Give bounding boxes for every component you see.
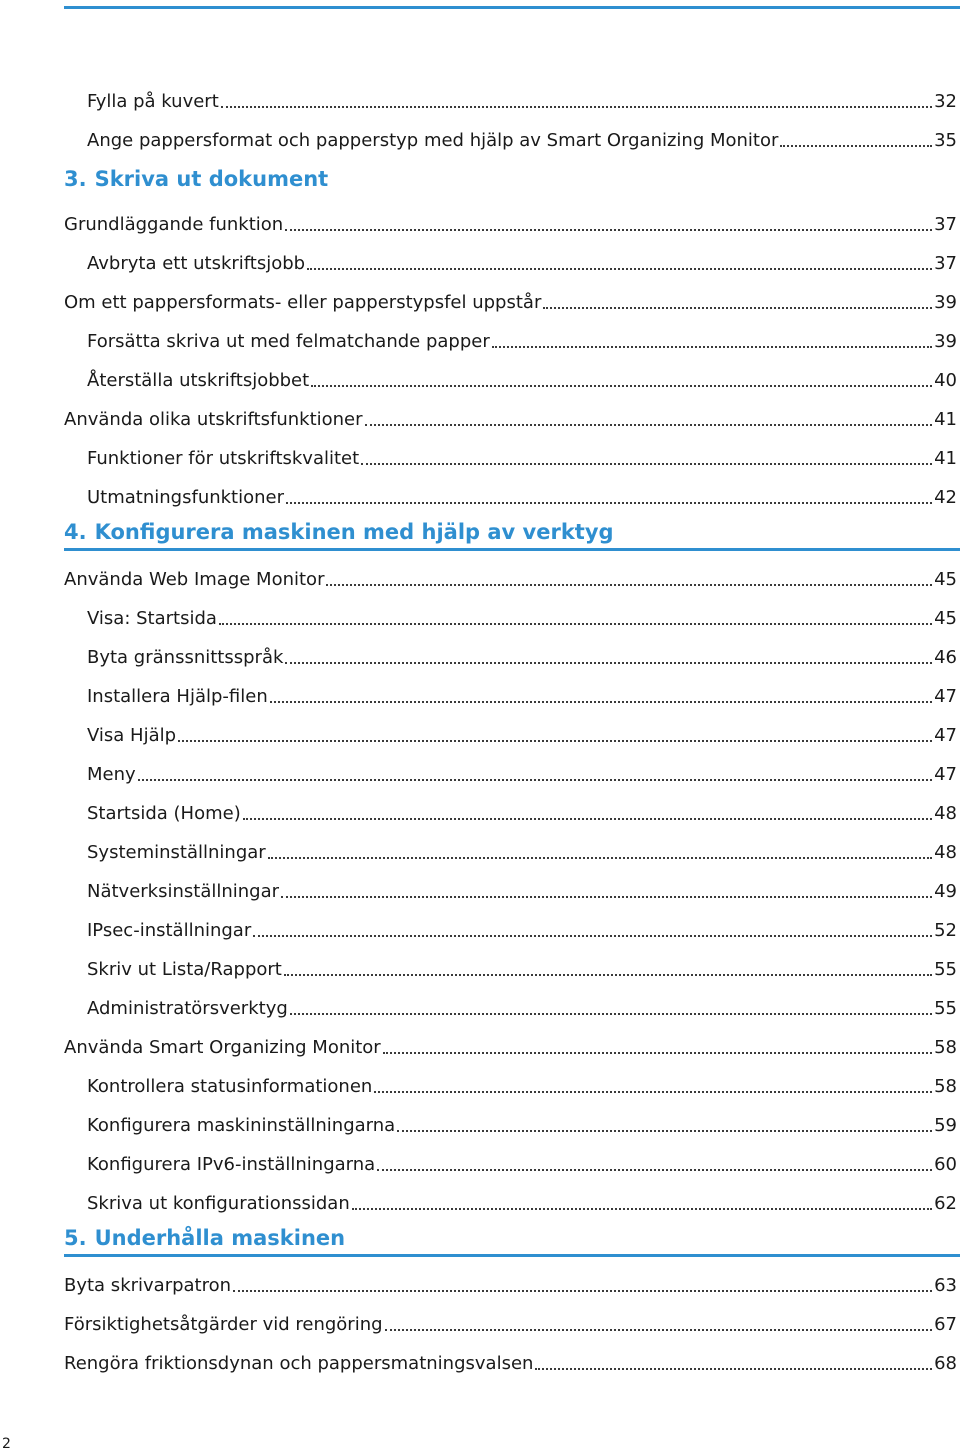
toc-entry-page: 55 xyxy=(934,998,957,1019)
toc-entry-title: Systeminställningar xyxy=(87,842,266,863)
toc-entry[interactable] xyxy=(64,561,957,591)
dot-leader xyxy=(290,1013,932,1015)
toc-entry[interactable] xyxy=(87,717,957,747)
dot-leader xyxy=(361,463,932,465)
toc-entry[interactable] xyxy=(87,362,957,392)
toc-entry-page: 47 xyxy=(934,725,957,746)
chapter-number: 4. xyxy=(64,520,87,544)
dot-leader xyxy=(253,935,932,937)
toc-entry-title: Avbryta ett utskriftsjobb xyxy=(87,253,306,274)
toc-entry-title: Byta gränssnittsspråk xyxy=(87,647,284,668)
dot-leader xyxy=(352,1208,932,1210)
toc-entry[interactable] xyxy=(87,639,957,669)
chapter-heading[interactable] xyxy=(64,517,960,551)
dot-leader xyxy=(311,385,932,387)
chapter-number: 3. xyxy=(64,167,87,191)
toc-entry[interactable] xyxy=(87,1107,957,1137)
toc-entry-title: Nätverksinställningar xyxy=(87,881,280,902)
toc-entry[interactable] xyxy=(87,795,957,825)
toc-entry-page: 39 xyxy=(934,331,957,352)
toc-entry-title: Rengöra friktionsdynan och pappersmatningsvalsen xyxy=(64,1353,534,1374)
toc-entry-page: 60 xyxy=(934,1154,957,1175)
dot-leader xyxy=(178,740,932,742)
toc-entry-page: 55 xyxy=(934,959,957,980)
toc-entry-title: Grundläggande funktion xyxy=(64,214,284,235)
toc-entry-title: Återställa utskriftsjobbet xyxy=(87,370,310,391)
dot-leader xyxy=(326,584,932,586)
dot-leader xyxy=(268,857,932,859)
toc-entry[interactable] xyxy=(87,479,957,509)
dot-leader xyxy=(374,1091,932,1093)
toc-entry[interactable] xyxy=(87,440,957,470)
toc-entry-title: Kontrollera statusinformationen xyxy=(87,1076,373,1097)
toc-entry-title: Utmatningsfunktioner xyxy=(87,487,285,508)
toc-entry-page: 46 xyxy=(934,647,957,668)
toc-entry-title: Skriva ut konfigurationssidan xyxy=(87,1193,350,1214)
toc-entry[interactable] xyxy=(64,1267,957,1297)
dot-leader xyxy=(543,307,932,309)
toc-entry[interactable] xyxy=(64,1029,957,1059)
toc-entry-title: Om ett pappersformats- eller papperstypsfel uppstår xyxy=(64,292,542,313)
toc-entry-page: 49 xyxy=(934,881,957,902)
toc-entry-page: 62 xyxy=(934,1193,957,1214)
toc-entry[interactable] xyxy=(87,323,957,353)
dot-leader xyxy=(281,896,932,898)
page-number: 2 xyxy=(2,1436,11,1452)
toc-entry-page: 63 xyxy=(934,1275,957,1296)
dot-leader xyxy=(285,662,932,664)
dot-leader xyxy=(535,1368,932,1370)
dot-leader xyxy=(307,268,932,270)
toc-entry[interactable] xyxy=(64,1345,957,1375)
toc-entry-page: 59 xyxy=(934,1115,957,1136)
toc-entry[interactable] xyxy=(87,990,957,1020)
toc-entry-page: 37 xyxy=(934,214,957,235)
toc-entry-title: Skriv ut Lista/Rapport xyxy=(87,959,282,980)
toc-entry-page: 42 xyxy=(934,487,957,508)
dot-leader xyxy=(377,1169,932,1171)
chapter-heading[interactable] xyxy=(64,1223,960,1257)
toc-entry-page: 52 xyxy=(934,920,957,941)
dot-leader xyxy=(138,779,932,781)
toc-entry-title: Använda Smart Organizing Monitor xyxy=(64,1037,381,1058)
toc-entry[interactable] xyxy=(87,834,957,864)
toc-entry-title: Konfigurera IPv6-inställningarna xyxy=(87,1154,376,1175)
toc-entry[interactable] xyxy=(64,284,957,314)
toc-entry-page: 37 xyxy=(934,253,957,274)
toc-entry-page: 41 xyxy=(934,448,957,469)
toc-entry-title: Använda Web Image Monitor xyxy=(64,569,325,590)
toc-entry-page: 41 xyxy=(934,409,957,430)
toc-entry-page: 67 xyxy=(934,1314,957,1335)
dot-leader xyxy=(243,818,932,820)
toc-entry-page: 58 xyxy=(934,1037,957,1058)
dot-leader xyxy=(383,1052,932,1054)
toc-entry[interactable] xyxy=(87,122,957,152)
dot-leader xyxy=(780,145,932,147)
chapter-heading[interactable] xyxy=(64,161,960,195)
toc-entry-title: Forsätta skriva ut med felmatchande papper xyxy=(87,331,490,352)
dot-leader xyxy=(221,106,932,108)
chapter-number: 5. xyxy=(64,1226,87,1250)
toc-entry-title: Meny xyxy=(87,764,136,785)
toc-entry-title: IPsec-inställningar xyxy=(87,920,252,941)
toc-entry-page: 45 xyxy=(934,569,957,590)
dot-leader xyxy=(284,974,932,976)
toc-entry-title: Använda olika utskriftsfunktioner xyxy=(64,409,363,430)
toc-entry[interactable] xyxy=(87,873,957,903)
dot-leader xyxy=(397,1130,932,1132)
dot-leader xyxy=(285,229,932,231)
toc-entry-title: Ange pappersformat och papperstyp med hjälp av Smart Organizing Monitor xyxy=(87,130,779,151)
toc-entry-title: Konfigurera maskininställningarna xyxy=(87,1115,396,1136)
toc-entry[interactable] xyxy=(87,245,957,275)
toc-entry-page: 40 xyxy=(934,370,957,391)
dot-leader xyxy=(385,1329,933,1331)
toc-entry-title: Visa: Startsida xyxy=(87,608,217,629)
dot-leader xyxy=(365,424,933,426)
dot-leader xyxy=(270,701,932,703)
toc-entry-page: 48 xyxy=(934,842,957,863)
toc-entry-page: 35 xyxy=(934,130,957,151)
chapter-title: Underhålla maskinen xyxy=(94,1226,346,1250)
toc-entry[interactable] xyxy=(87,678,957,708)
toc-entry[interactable] xyxy=(87,83,957,113)
toc-entry-page: 47 xyxy=(934,686,957,707)
toc-entry-title: Försiktighetsåtgärder vid rengöring xyxy=(64,1314,383,1335)
toc-entry[interactable] xyxy=(64,401,957,431)
toc-entry-title: Installera Hjälp-filen xyxy=(87,686,268,707)
dot-leader xyxy=(492,346,932,348)
toc-entry-title: Startsida (Home) xyxy=(87,803,241,824)
toc-entry[interactable] xyxy=(87,1185,957,1215)
toc-entry[interactable] xyxy=(64,1306,957,1336)
toc-entry[interactable] xyxy=(87,600,957,630)
toc-entry-page: 47 xyxy=(934,764,957,785)
toc-entry-page: 32 xyxy=(934,91,957,112)
toc-entry[interactable] xyxy=(87,951,957,981)
dot-leader xyxy=(219,623,932,625)
toc-entry[interactable] xyxy=(87,756,957,786)
dot-leader xyxy=(233,1290,932,1292)
toc-entry-page: 58 xyxy=(934,1076,957,1097)
dot-leader xyxy=(286,502,932,504)
toc-entry-page: 45 xyxy=(934,608,957,629)
toc-entry-page: 48 xyxy=(934,803,957,824)
toc-entry[interactable] xyxy=(87,1146,957,1176)
toc-entry-title: Byta skrivarpatron xyxy=(64,1275,232,1296)
toc-entry[interactable] xyxy=(87,912,957,942)
toc-entry[interactable] xyxy=(87,1068,957,1098)
toc-entry-page: 39 xyxy=(934,292,957,313)
toc-entry-title: Administratörsverktyg xyxy=(87,998,288,1019)
toc-entry[interactable] xyxy=(64,206,957,236)
toc-entry-title: Visa Hjälp xyxy=(87,725,177,746)
chapter-title: Konfigurera maskinen med hjälp av verktyg xyxy=(94,520,614,544)
chapter-title: Skriva ut dokument xyxy=(94,167,329,191)
toc-entry-page: 68 xyxy=(934,1353,957,1374)
toc-entry-title: Funktioner för utskriftskvalitet xyxy=(87,448,360,469)
toc-entry-title: Fylla på kuvert xyxy=(87,91,219,112)
